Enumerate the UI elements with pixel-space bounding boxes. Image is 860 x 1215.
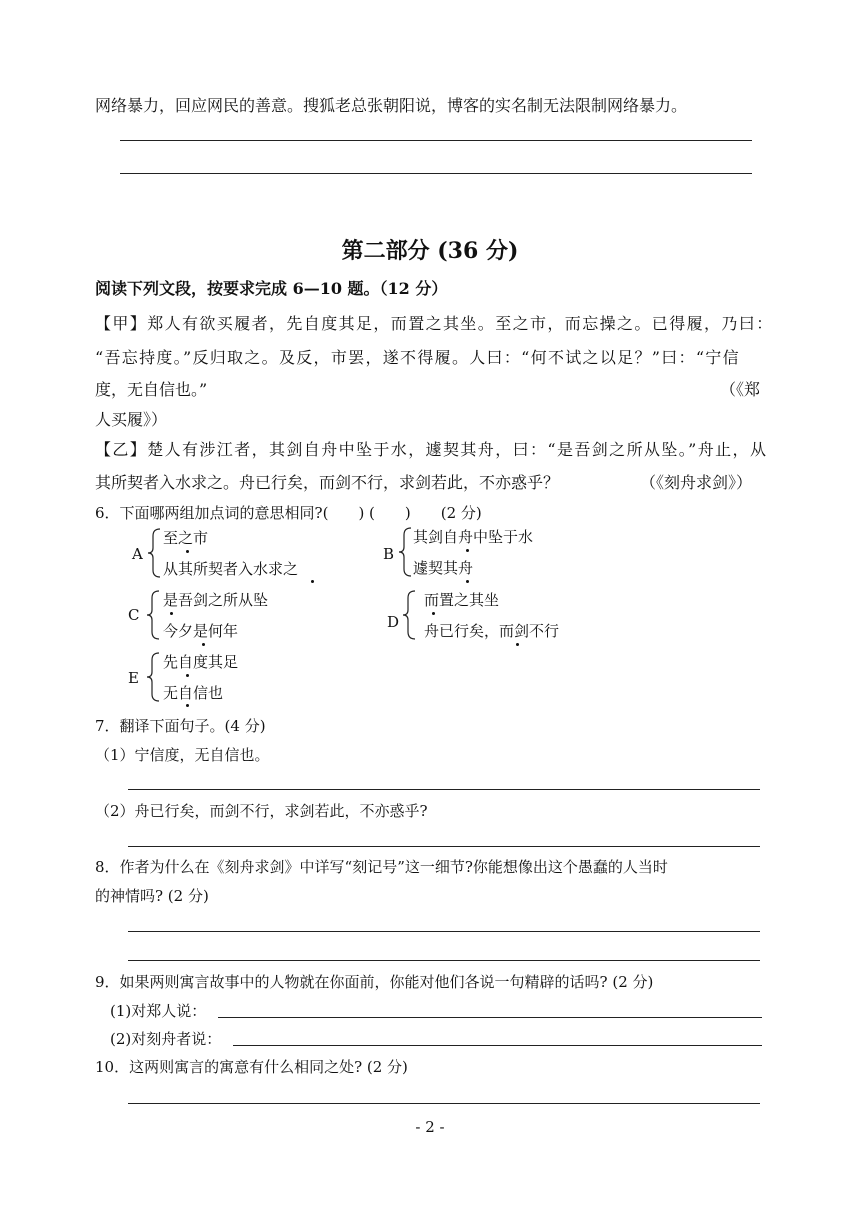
passage-jia-line: 度，无自信也。”: [95, 380, 208, 399]
option-line: 无自信也: [163, 684, 224, 702]
answer-line: [233, 1045, 762, 1046]
answer-line: [128, 846, 760, 847]
answer-line: [128, 960, 760, 961]
passage-jia-source: （《郑: [720, 380, 761, 399]
emphasis-dot: [311, 580, 314, 583]
passage-jia-line: 【甲】郑人有欲买履者，先自度其足，而置之其坐。至之市，而忘操之。已得履，乃曰：: [95, 314, 774, 333]
question-7-stem: 7．翻译下面句子。(4 分): [95, 717, 266, 735]
passage-yi-line: 【乙】楚人有涉江者，其剑自舟中坠于水，遽契其舟，曰：“是吾剑之所从坠。”舟止，从: [95, 440, 768, 459]
question-10-stem: 10．这两则寓言的寓意有什么相同之处? (2 分): [95, 1058, 408, 1076]
answer-line: [128, 1103, 760, 1104]
passage-yi-source: （《刻舟求剑》）: [640, 473, 753, 492]
question-9-sub: (2)对刻舟者说：: [110, 1030, 222, 1048]
passage-yi-line: 其所契者入水求之。舟已行矣，而剑不行，求剑若此，不亦惑乎？: [95, 473, 560, 492]
question-9-stem: 9．如果两则寓言故事中的人物就在你面前，你能对他们各说一句精辟的话吗? (2 分): [95, 973, 654, 991]
option-line: 遽契其舟: [413, 559, 474, 577]
option-line: 先自度其足: [163, 653, 239, 671]
option-label: C: [128, 606, 140, 624]
emphasis-dot: [186, 674, 189, 677]
answer-line: [120, 173, 752, 174]
brace-icon: [398, 527, 412, 577]
emphasis-dot: [466, 549, 469, 552]
option-line: 舟已行矣，而剑不行: [424, 622, 560, 640]
page-number: - 2 -: [415, 1118, 445, 1136]
option-line: 其剑自舟中坠于水: [413, 528, 534, 546]
continued-paragraph: 网络暴力，回应网民的善意。搜狐老总张朝阳说，博客的实名制无法限制网络暴力。: [95, 96, 688, 115]
option-label: D: [387, 613, 400, 631]
question-8-line: 的神情吗? (2 分): [95, 887, 209, 905]
answer-line: [120, 140, 752, 141]
brace-icon: [146, 590, 160, 640]
emphasis-dot: [186, 704, 189, 707]
option-label: E: [128, 669, 139, 687]
option-line: 今夕是何年: [163, 622, 239, 640]
option-line: 至之市: [163, 529, 209, 547]
question-9-sub: (1)对郑人说：: [110, 1002, 207, 1020]
passage-jia-source: 人买履》）: [95, 410, 168, 429]
instructions: 阅读下列文段，按要求完成 6—10 题。（12 分）: [95, 279, 448, 298]
emphasis-dot: [466, 580, 469, 583]
question-8-line: 8．作者为什么在《刻舟求剑》中详写“刻记号”这一细节?你能想像出这个愚蠢的人当时: [95, 858, 668, 876]
option-line: 而置之其坐: [424, 591, 500, 609]
option-label: A: [132, 545, 143, 563]
emphasis-dot: [202, 643, 205, 646]
answer-line: [128, 931, 760, 932]
option-label: B: [383, 545, 395, 563]
option-line: 是吾剑之所从坠: [163, 591, 269, 609]
brace-icon: [147, 528, 161, 578]
emphasis-dot: [170, 612, 173, 615]
option-line: 从其所契者入水求之: [163, 560, 299, 578]
passage-jia-line: “吾忘持度。”反归取之。及反，市罢，遂不得履。人曰：“何不试之以足？”曰：“宁信: [95, 348, 740, 367]
question-6-stem: 6．下面哪两组加点词的意思相同?( ) ( ) (2 分): [95, 504, 482, 522]
question-7-sub: （1）宁信度，无自信也。: [95, 746, 270, 764]
question-7-sub: （2）舟已行矣，而剑不行，求剑若此，不亦惑乎?: [95, 802, 428, 820]
emphasis-dot: [186, 550, 189, 553]
emphasis-dot: [432, 612, 435, 615]
brace-icon: [146, 652, 160, 702]
emphasis-dot: [516, 643, 519, 646]
part-title: 第二部分 (36 分): [341, 238, 519, 264]
answer-line: [128, 789, 760, 790]
brace-icon: [402, 590, 416, 640]
answer-line: [218, 1017, 762, 1018]
